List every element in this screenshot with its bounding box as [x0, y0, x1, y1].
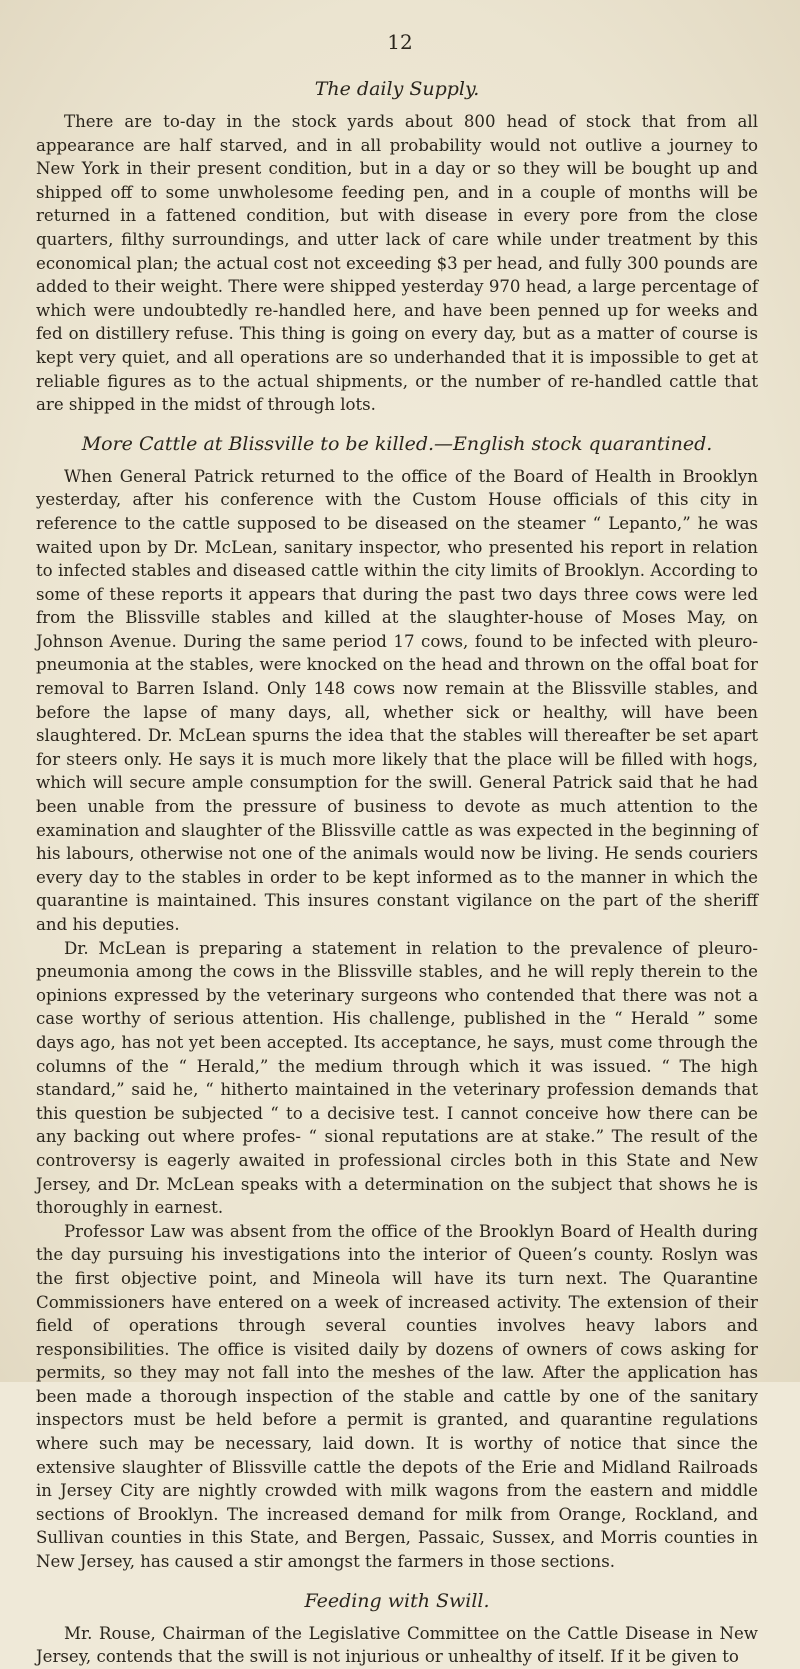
- paragraph: Mr. Rouse, Chairman of the Legislative Committee on the Cattle Disease in New Jersey, contends that the swill is not injurious or unhealthy of itself. If it be given to: [36, 1623, 758, 1667]
- paragraph: When General Patrick returned to the office of the Board of Health in Brooklyn yesterday, after his conference with the Custom House officials of this city in reference to the cattle supposed to be diseased on the steamer “ Lepanto,” he was waited upon by Dr. McLean, sanitary inspector, who presented his report in relation to infected stables and diseased cattle within the city limits of Brooklyn. According to some of these reports it appears that during the past two days three cows were led from the Blissville stables and killed at the slaughter-house of Moses May, on Johnson Avenue. During the same period 17 cows, found to be infected with pleuro-pneumonia at the stables, were knocked on the head and thrown on the offal boat for removal to Barren Island. Only 148 cows now remain at the Blissville stables, and before the lapse of many days, all, whether sick or healthy, will have been slaughtered. Dr. McLean spurns the idea that the stables will thereafter be set apart for steers only. He says it is much more likely that the place will be filled with hogs, which will secure ample consumption for the swill. General Patrick said that he had been unable from the pressure of business to devote as much attention to the examination and slaughter of the Blissville cattle as was expected in the beginning of his labours, otherwise not one of the animals would now be living. He sends couriers every day to the stables in order to be kept informed as to the manner in which the quarantine is maintained. This insures constant vigilance on the part of the sheriff and his deputies.: [36, 466, 758, 934]
- section-feeding-swill: [36, 1590, 758, 1669]
- paragraph: Dr. McLean is preparing a statement in relation to the prevalence of pleuro-pneumonia among the cows in the Blissville stables, and he will reply therein to the opinions expressed by the veterinary surgeons who contended that there was not a case worthy of serious attention. His challenge, published in the “ Herald ” some days ago, has not yet been accepted. Its acceptance, he says, must come through the columns of the “ Herald,” the medium through which it was issued. “ The high standard,” said he, “ hitherto maintained in the veterinary profession demands that this question be subjected “ to a decisive test. I cannot conceive how there can be any backing out where profes- “ sional reputations are at stake.” The result of the controversy is eagerly awaited in professional circles both in this State and New Jersey, and Dr. McLean speaks with a determination on the subject that shows he is thoroughly in earnest.: [36, 938, 758, 1218]
- section-blissville: [36, 433, 758, 1574]
- paragraph: There are to-day in the stock yards about 800 head of stock that from all appearance are half starved, and in all probability would not outlive a journey to New York in their present condition, but in a day or so they will be bought up and shipped off to some unwholesome feeding pen, and in a couple of months will be returned in a fattened condition, but with disease in every pore from the close quarters, filthy surroundings, and utter lack of care while under treatment by this economical plan; the actual cost not exceeding $3 per head, and fully 300 pounds are added to their weight. There were shipped yesterday 970 head, a large percentage of which were undoubtedly re-handled here, and have been penned up for weeks and fed on distillery refuse. This thing is going on every day, but as a matter of course is kept very quiet, and all operations are so underhanded that it is impossible to get at reliable figures as to the actual shipments, or the number of re-handled cattle that are shipped in the midst of through lots.: [36, 112, 758, 415]
- paragraph: Professor Law was absent from the office of the Brooklyn Board of Health during the day pursuing his investigations into the interior of Queen’s county. Roslyn was the first objective point, and Mineola will have its turn next. The Quarantine Commissioners have entered on a week of increased activity. The extension of their field of operations through several counties involves heavy labors and responsibilities. The office is visited daily by dozens of owners of cows asking for permits, so they may not fall into the meshes of the law. After the application has been made a thorough inspection of the stable and cattle by one of the sanitary inspectors must be held before a permit is granted, and quarantine regulations where such may be necessary, laid down. It is worthy of notice that since the extensive slaughter of Blissville cattle the depots of the Erie and Midland Railroads in Jersey City are nightly crowded with milk wagons from the eastern and middle sections of Brooklyn. The increased demand for milk from Orange, Rockland, and Sullivan counties in this State, and Bergen, Passaic, Sussex, and Morris counties in New Jersey, has caused a stir amongst the farmers in those sections.: [36, 1221, 758, 1572]
- section-heading: More Cattle at Blissville to be killed.—English stock quarantined.: [81, 432, 713, 455]
- article-body: [36, 78, 758, 1669]
- page-number: 12: [387, 30, 413, 54]
- section-heading: Feeding with Swill.: [304, 1589, 490, 1612]
- section-heading: The daily Supply.: [314, 78, 480, 100]
- section-daily-supply: [36, 78, 758, 417]
